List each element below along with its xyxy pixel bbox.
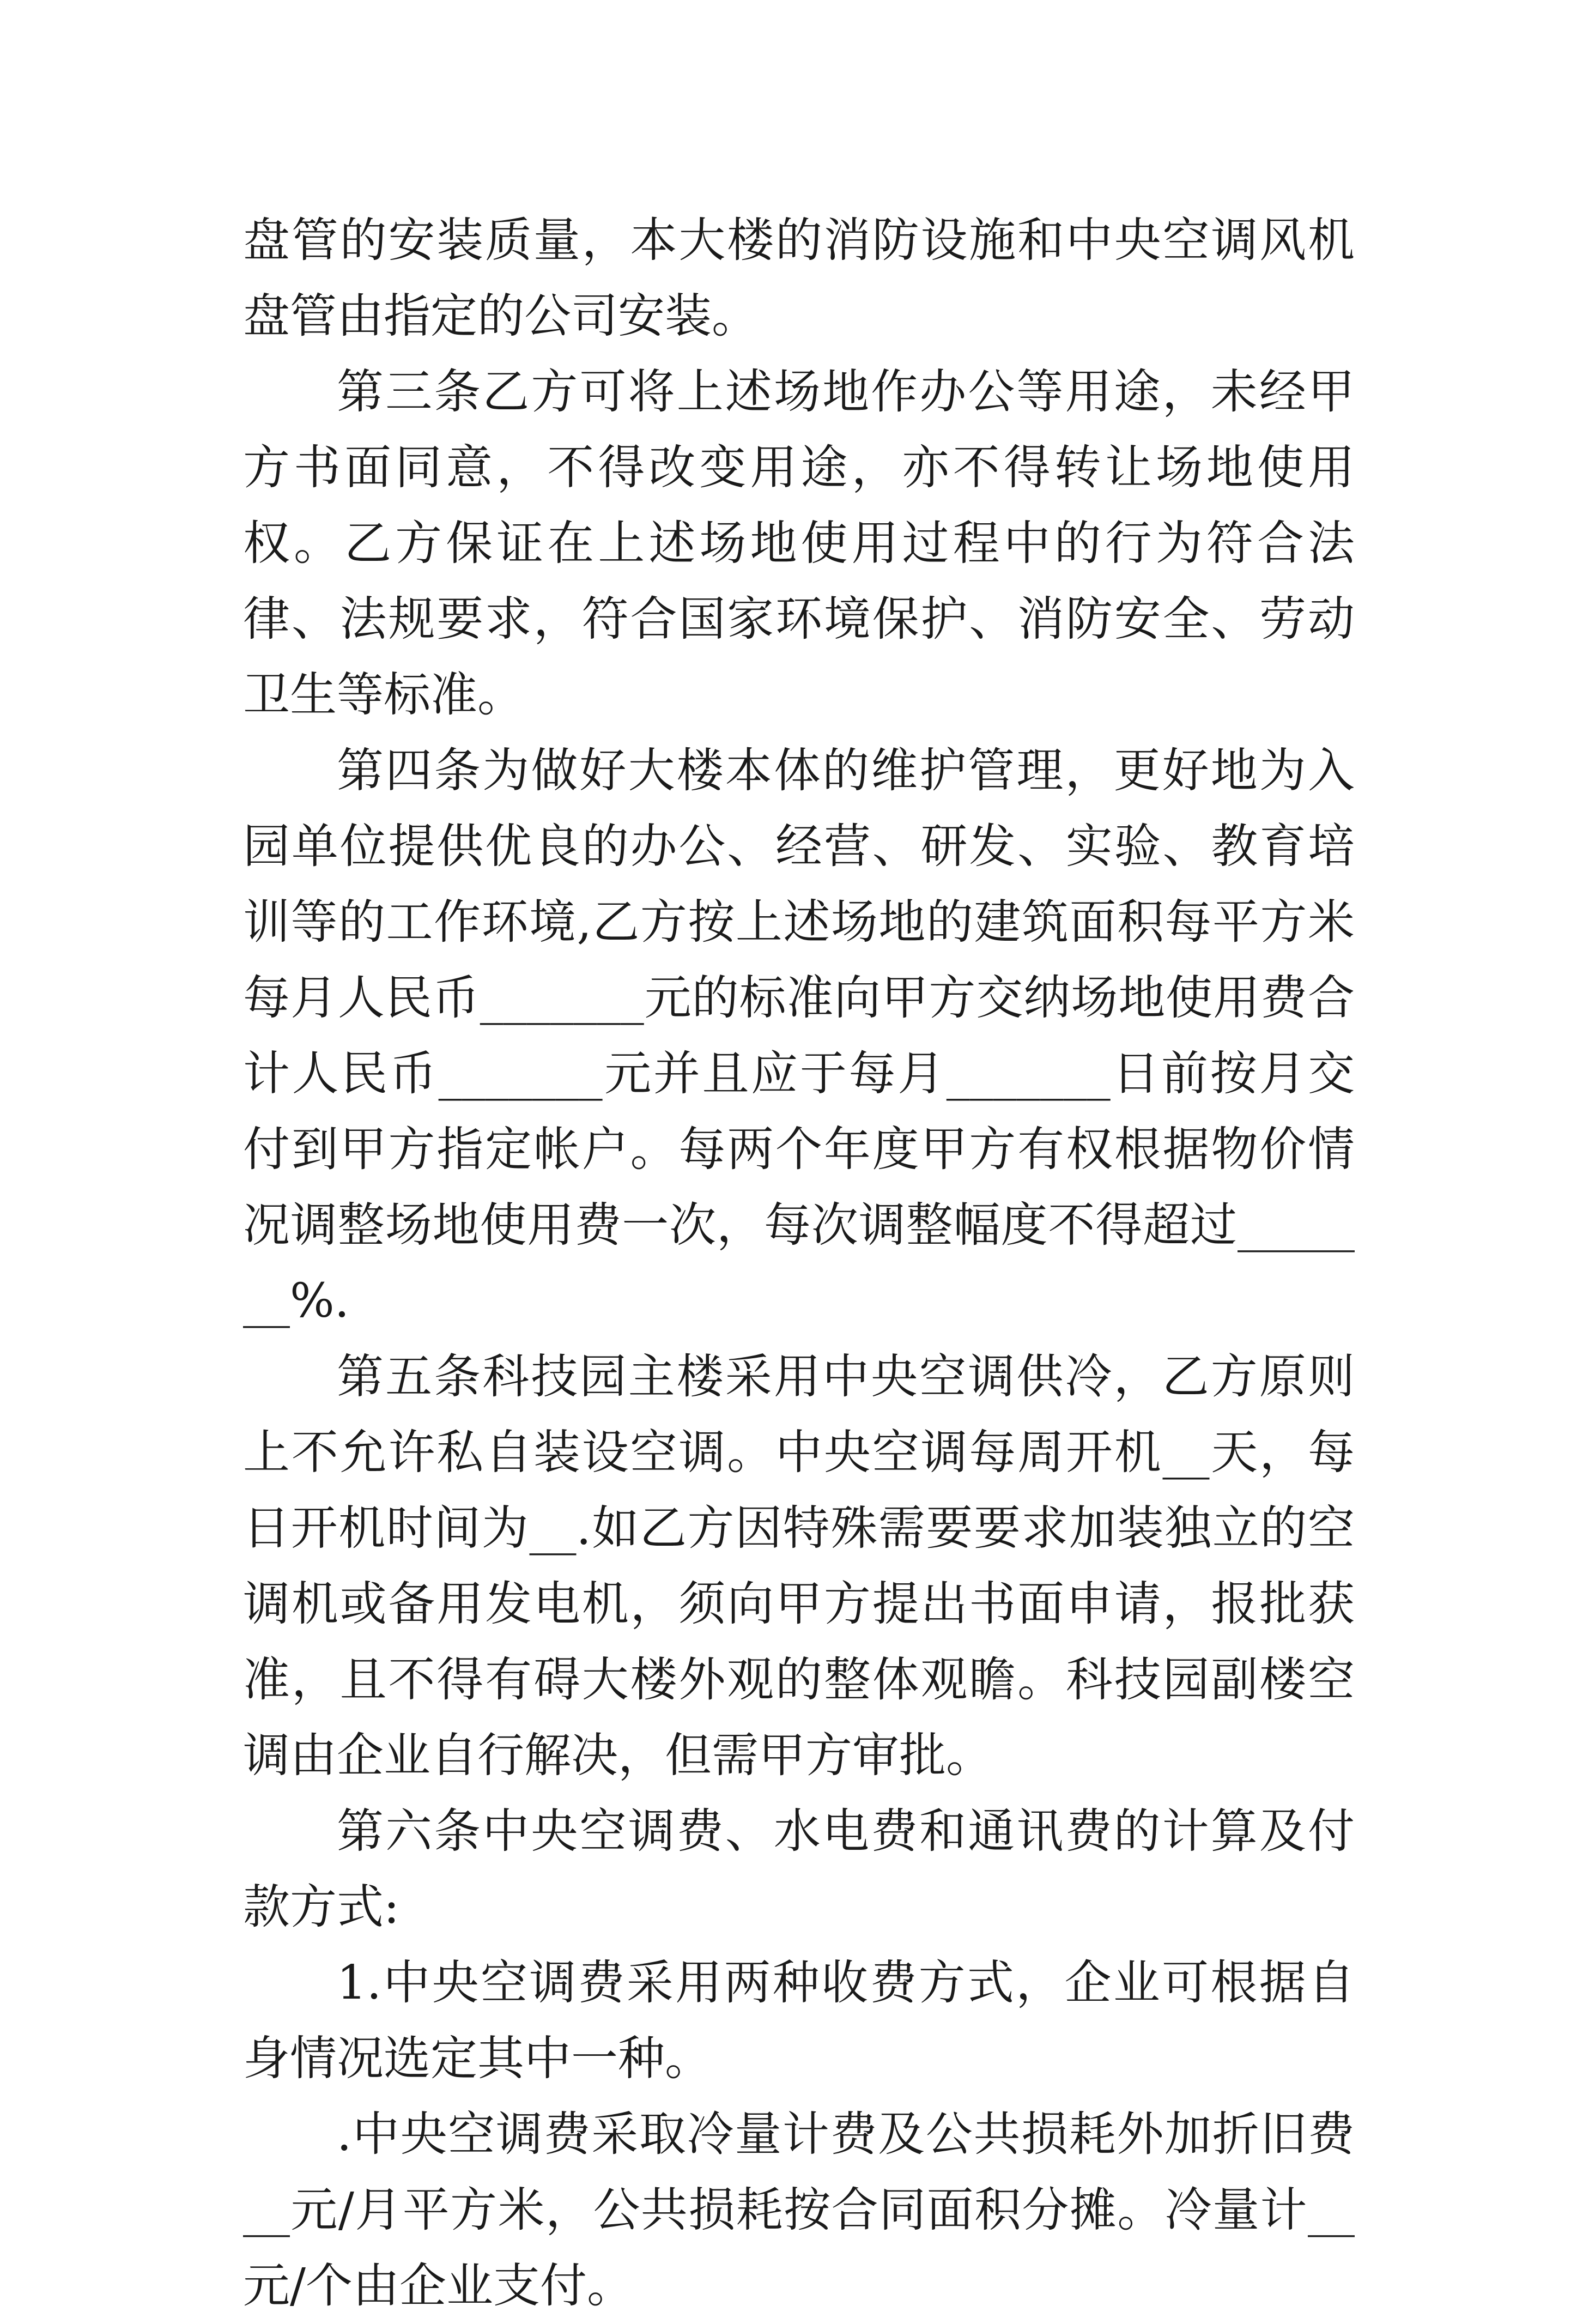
paragraph-item-1: 1.中央空调费采用两种收费方式，企业可根据自身情况选定其中一种。 [243, 1956, 1355, 2086]
paragraph-article-3: 第三条乙方可将上述场地作办公等用途，未经甲方书面同意，不得改变用途，亦不得转让场地使用权。乙方保证在上述场地使用过程中的行为符合法律、法规要求，符合国家环境保护、消防安全、劳动卫生等标准。 [243, 365, 1355, 722]
document-body [243, 203, 1355, 2324]
paragraph-article-5: 第五条科技园主楼采用中央空调供冷，乙方原则上不允许私自装设空调。中央空调每周开机__天，每日开机时间为__.如乙方因特殊需要要求加装独立的空调机或备用发电机，须向甲方提出书面申请，报批获准，且不得有碍大楼外观的整体观瞻。科技园副楼空调由企业自行解决，但需甲方审批。 [243, 1349, 1355, 1783]
paragraph-continuation: 盘管的安装质量，本大楼的消防设施和中央空调风机盘管由指定的公司安装。 [243, 213, 1355, 343]
paragraph-article-6: 第六条中央空调费、水电费和通讯费的计算及付款方式: [243, 1804, 1355, 1934]
paragraph-article-4: 第四条为做好大楼本体的维护管理，更好地为入园单位提供优良的办公、经营、研发、实验、教育培训等的工作环境,乙方按上述场地的建筑面积每平方米每月人民币_______元的标准向甲方交纳场地使用费合计人民币_______元并且应于每月_______日前按月交付到甲方指定帐户。每两个年度甲方有权根据物价情况调整场地使用费一次，每次调整幅度不得超过_______%. [243, 743, 1355, 1328]
paragraph-item-1-detail: .中央空调费采取冷量计费及公共损耗外加折旧费__元/月平方米，公共损耗按合同面积分摊。冷量计__元/个由企业支付。 [243, 2107, 1355, 2313]
